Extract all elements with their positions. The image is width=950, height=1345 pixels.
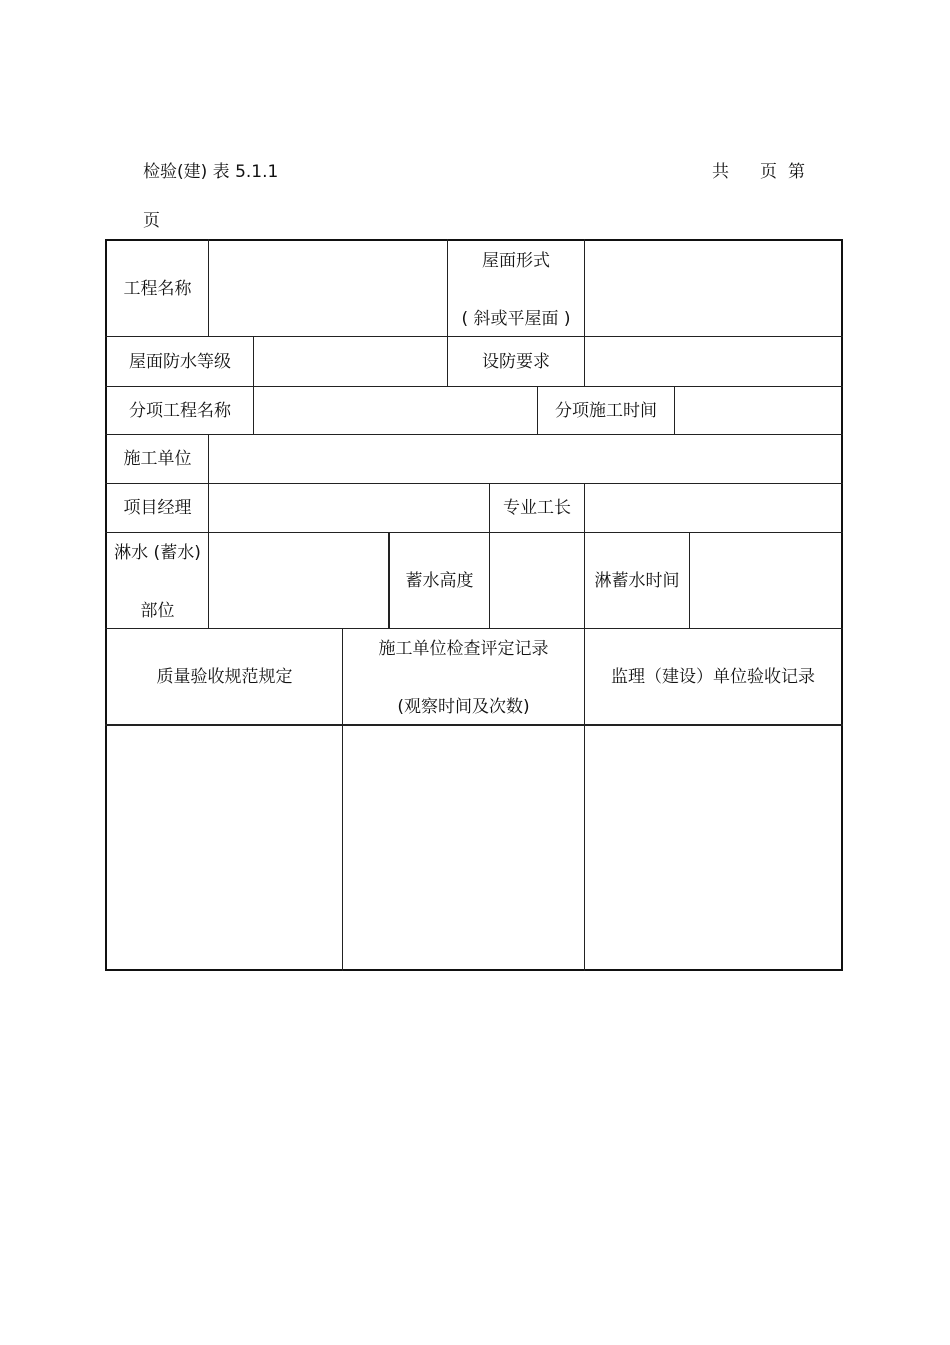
construction-unit-text: 施工单位 — [123, 449, 192, 469]
col-divider — [253, 386, 254, 434]
col-divider — [689, 532, 690, 628]
foreman-text: 专业工长 — [503, 498, 571, 518]
water-part-label — [107, 533, 208, 628]
sub-project-name-label — [107, 387, 253, 434]
water-part-text: 淋水 (蓄水) — [114, 543, 201, 563]
quality-spec-text: 质量验收规范规定 — [156, 666, 293, 687]
page-number-label: 第 — [788, 162, 805, 182]
defense-requirement-text: 设防要求 — [482, 351, 550, 372]
project-name-text: 工程名称 — [123, 278, 192, 299]
foreman-label — [490, 484, 584, 532]
project-manager-text: 项目经理 — [123, 498, 192, 518]
col-divider — [208, 483, 209, 532]
storage-height-label — [390, 533, 489, 628]
col-divider — [489, 532, 490, 628]
storage-height-text: 蓄水高度 — [405, 570, 474, 591]
defense-requirement-label — [448, 337, 584, 386]
col-divider — [674, 386, 675, 434]
col-divider — [584, 336, 585, 386]
col-divider — [584, 239, 585, 336]
construction-check-header — [343, 629, 584, 724]
quality-spec-header — [107, 629, 342, 724]
page-label: 页 — [760, 162, 777, 182]
sub-project-name-text: 分项工程名称 — [129, 400, 231, 421]
supervision-record-text: 监理（建设）单位验收记录 — [611, 666, 815, 687]
construction-check-hint: (观察时间及次数) — [397, 697, 530, 717]
col-divider — [584, 483, 585, 532]
col-divider — [208, 532, 209, 628]
col-divider — [208, 434, 209, 483]
row-divider — [105, 483, 843, 484]
roof-form-text: 屋面形式 — [482, 251, 550, 271]
project-manager-label — [107, 484, 208, 532]
roof-form-hint: ( 斜或平屋面 ) — [461, 309, 571, 329]
col-divider — [208, 239, 209, 336]
water-time-text: 淋蓄水时间 — [594, 570, 680, 591]
supervision-record-header — [585, 629, 841, 724]
page-suffix-label: 页 — [143, 211, 160, 231]
row-divider — [105, 724, 843, 726]
row-divider — [105, 434, 843, 435]
construction-check-text: 施工单位检查评定记录 — [378, 639, 549, 659]
col-divider — [253, 336, 254, 386]
water-time-label — [585, 533, 689, 628]
project-name-label — [107, 241, 208, 336]
roof-form-label — [448, 241, 584, 336]
water-part-subtext: 部位 — [140, 601, 175, 621]
sub-construction-time-text: 分项施工时间 — [555, 400, 657, 421]
construction-unit-label — [107, 435, 208, 483]
total-pages-label: 共 — [712, 162, 729, 182]
waterproof-grade-label — [107, 337, 253, 386]
waterproof-grade-text: 屋面防水等级 — [129, 351, 231, 372]
sub-construction-time-label — [538, 387, 674, 434]
form-code: 检验(建) 表 5.1.1 — [143, 162, 279, 182]
